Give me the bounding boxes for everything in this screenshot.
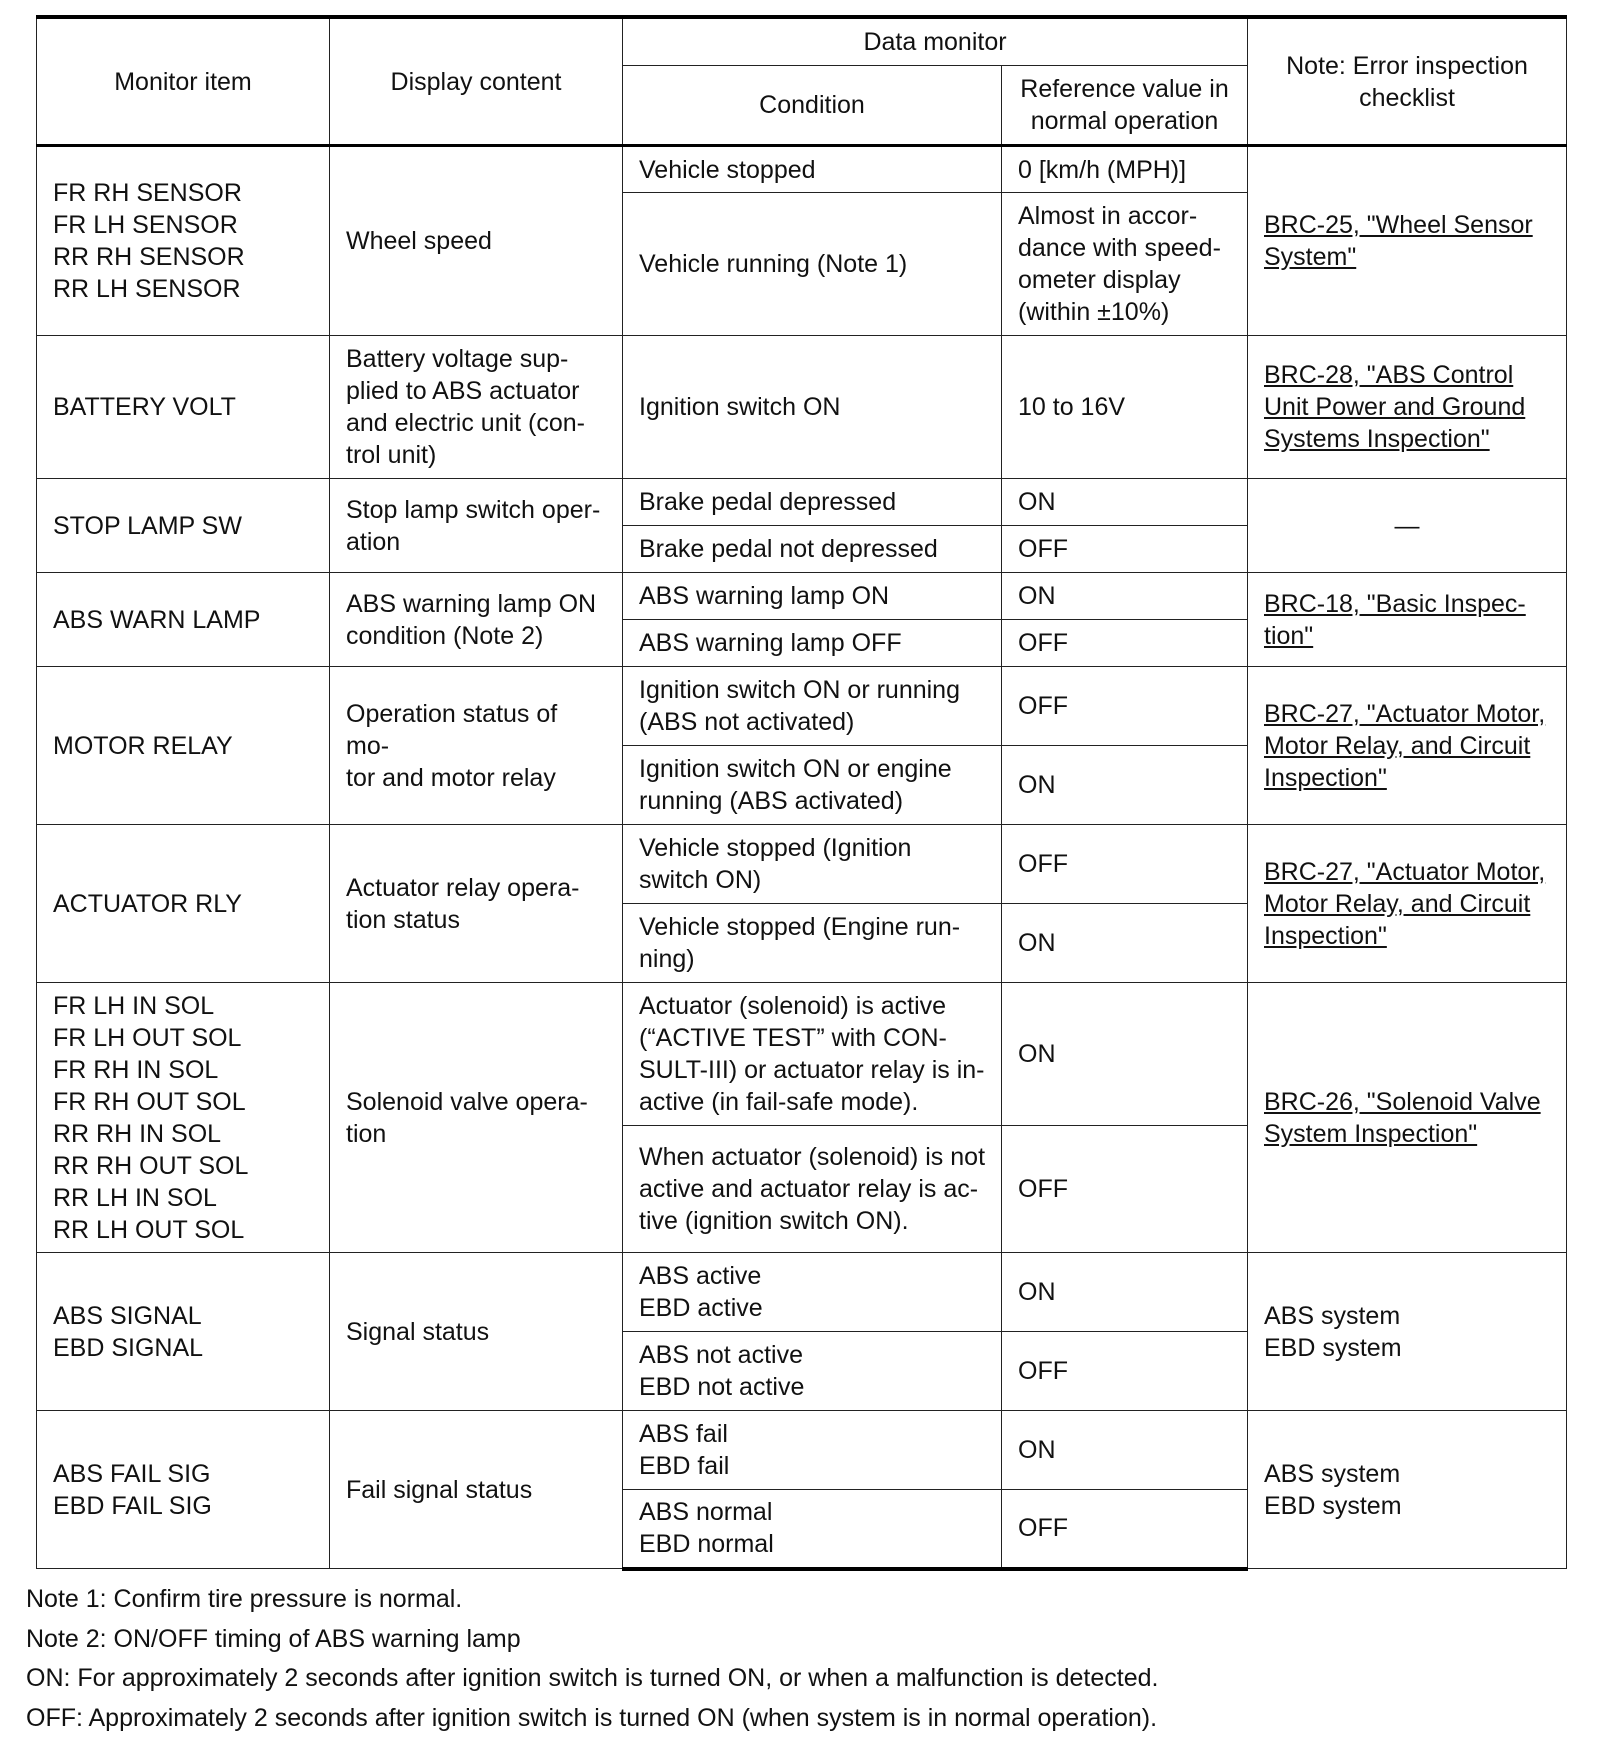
condition-cell: Ignition switch ON or engine running (ABS activated) — [623, 746, 1002, 825]
note-link-actuator-motor[interactable]: BRC-27, "Actuator Motor, Motor Relay, and Circuit Inspection" — [1248, 667, 1567, 825]
footnote-1: Note 1: Confirm tire pressure is normal. — [26, 1585, 463, 1613]
note-cell: ABS system EBD system — [1248, 1411, 1567, 1569]
display-content-cell: Stop lamp switch oper- ation — [330, 479, 623, 573]
header-monitor-item: Monitor item — [37, 17, 330, 146]
table-row — [37, 146, 1567, 193]
reference-value-cell: ON — [1002, 983, 1248, 1126]
table-row — [37, 825, 1567, 904]
header-data-monitor: Data monitor — [623, 17, 1248, 66]
monitor-item-cell: ACTUATOR RLY — [37, 825, 330, 983]
reference-value-cell: Almost in accor- dance with speed- ometer display (within ±10%) — [1002, 193, 1248, 336]
display-content-cell: Actuator relay opera- tion status — [330, 825, 623, 983]
table-row — [37, 1411, 1567, 1490]
reference-value-cell: ON — [1002, 904, 1248, 983]
monitor-item-cell: ABS SIGNAL EBD SIGNAL — [37, 1253, 330, 1411]
condition-cell: Brake pedal not depressed — [623, 526, 1002, 573]
table-row — [37, 573, 1567, 620]
reference-value-cell: OFF — [1002, 825, 1248, 904]
table-row — [37, 983, 1567, 1126]
condition-cell: Vehicle running (Note 1) — [623, 193, 1002, 336]
condition-cell: Ignition switch ON — [623, 336, 1002, 479]
table-header — [37, 17, 1567, 146]
header-note: Note: Error inspection checklist — [1248, 17, 1567, 146]
note-link-solenoid-valve[interactable]: BRC-26, "Solenoid Valve System Inspection" — [1248, 983, 1567, 1253]
table-row — [37, 336, 1567, 479]
footnote-off-timing: OFF: Approximately 2 seconds after ignition switch is turned ON (when system is in normal operation). — [26, 1703, 1158, 1732]
condition-cell: Vehicle stopped (Ignition switch ON) — [623, 825, 1002, 904]
table-row — [37, 479, 1567, 526]
footnotes — [26, 1580, 1158, 1738]
monitor-item-cell: STOP LAMP SW — [37, 479, 330, 573]
reference-value-cell: OFF — [1002, 620, 1248, 667]
table-row — [37, 667, 1567, 746]
note-link-actuator-motor[interactable]: BRC-27, "Actuator Motor, Motor Relay, and Circuit Inspection" — [1248, 825, 1567, 983]
monitor-table — [36, 15, 1567, 1571]
condition-cell: Vehicle stopped (Engine run- ning) — [623, 904, 1002, 983]
display-content-cell: Fail signal status — [330, 1411, 623, 1569]
note-link-abs-control-unit-power[interactable]: BRC-28, "ABS Control Unit Power and Ground Systems Inspection" — [1248, 336, 1567, 479]
reference-value-cell: ON — [1002, 1253, 1248, 1332]
monitor-item-cell: ABS FAIL SIG EBD FAIL SIG — [37, 1411, 330, 1569]
reference-value-cell: 10 to 16V — [1002, 336, 1248, 479]
table-row — [37, 1253, 1567, 1332]
condition-cell: ABS not active EBD not active — [623, 1332, 1002, 1411]
reference-value-cell: 0 [km/h (MPH)] — [1002, 146, 1248, 193]
condition-cell: Ignition switch ON or running (ABS not activated) — [623, 667, 1002, 746]
condition-cell: ABS warning lamp OFF — [623, 620, 1002, 667]
condition-cell: ABS active EBD active — [623, 1253, 1002, 1332]
condition-cell: ABS warning lamp ON — [623, 573, 1002, 620]
note-cell: ABS system EBD system — [1248, 1253, 1567, 1411]
note-dash: — — [1248, 479, 1567, 573]
display-content-cell: Battery voltage sup- plied to ABS actuator and electric unit (con- trol unit) — [330, 336, 623, 479]
display-content-cell: Solenoid valve opera- tion — [330, 983, 623, 1253]
display-content-cell: Signal status — [330, 1253, 623, 1411]
condition-cell: When actuator (solenoid) is not active and actuator relay is ac- tive (ignition switch ON). — [623, 1126, 1002, 1253]
reference-value-cell: OFF — [1002, 667, 1248, 746]
monitor-item-cell: BATTERY VOLT — [37, 336, 330, 479]
reference-value-cell: ON — [1002, 573, 1248, 620]
header-reference-value: Reference value in normal operation — [1002, 66, 1248, 146]
reference-value-cell: OFF — [1002, 1126, 1248, 1253]
reference-value-cell: ON — [1002, 479, 1248, 526]
monitor-item-cell: FR LH IN SOL FR LH OUT SOL FR RH IN SOL FR RH OUT SOL RR RH IN SOL RR RH OUT SOL RR LH IN SOL RR LH OUT SOL — [37, 983, 330, 1253]
monitor-item-cell: MOTOR RELAY — [37, 667, 330, 825]
header-display-content: Display content — [330, 17, 623, 146]
header-condition: Condition — [623, 66, 1002, 146]
condition-cell: Brake pedal depressed — [623, 479, 1002, 526]
condition-cell: Vehicle stopped — [623, 146, 1002, 193]
condition-cell: ABS normal EBD normal — [623, 1490, 1002, 1569]
reference-value-cell: ON — [1002, 746, 1248, 825]
reference-value-cell: ON — [1002, 1411, 1248, 1490]
display-content-cell: Wheel speed — [330, 146, 623, 336]
reference-value-cell: OFF — [1002, 1332, 1248, 1411]
note-link-basic-inspection[interactable]: BRC-18, "Basic Inspec- tion" — [1248, 573, 1567, 667]
display-content-cell: Operation status of mo- tor and motor relay — [330, 667, 623, 825]
footnote-2: Note 2: ON/OFF timing of ABS warning lamp — [26, 1624, 521, 1653]
table-body — [37, 146, 1567, 1569]
display-content-cell: ABS warning lamp ON condition (Note 2) — [330, 573, 623, 667]
footnote-on-timing: ON: For approximately 2 seconds after ignition switch is turned ON, or when a malfunction is detected. — [26, 1664, 1159, 1692]
reference-value-cell: OFF — [1002, 526, 1248, 573]
monitor-item-cell: FR RH SENSOR FR LH SENSOR RR RH SENSOR RR LH SENSOR — [37, 146, 330, 336]
condition-cell: Actuator (solenoid) is active (“ACTIVE TEST” with CON- SULT-III) or actuator relay is in- active (in fail-safe mode). — [623, 983, 1002, 1126]
note-link-wheel-sensor[interactable]: BRC-25, "Wheel Sensor System" — [1248, 146, 1567, 336]
monitor-item-cell: ABS WARN LAMP — [37, 573, 330, 667]
reference-value-cell: OFF — [1002, 1490, 1248, 1569]
condition-cell: ABS fail EBD fail — [623, 1411, 1002, 1490]
